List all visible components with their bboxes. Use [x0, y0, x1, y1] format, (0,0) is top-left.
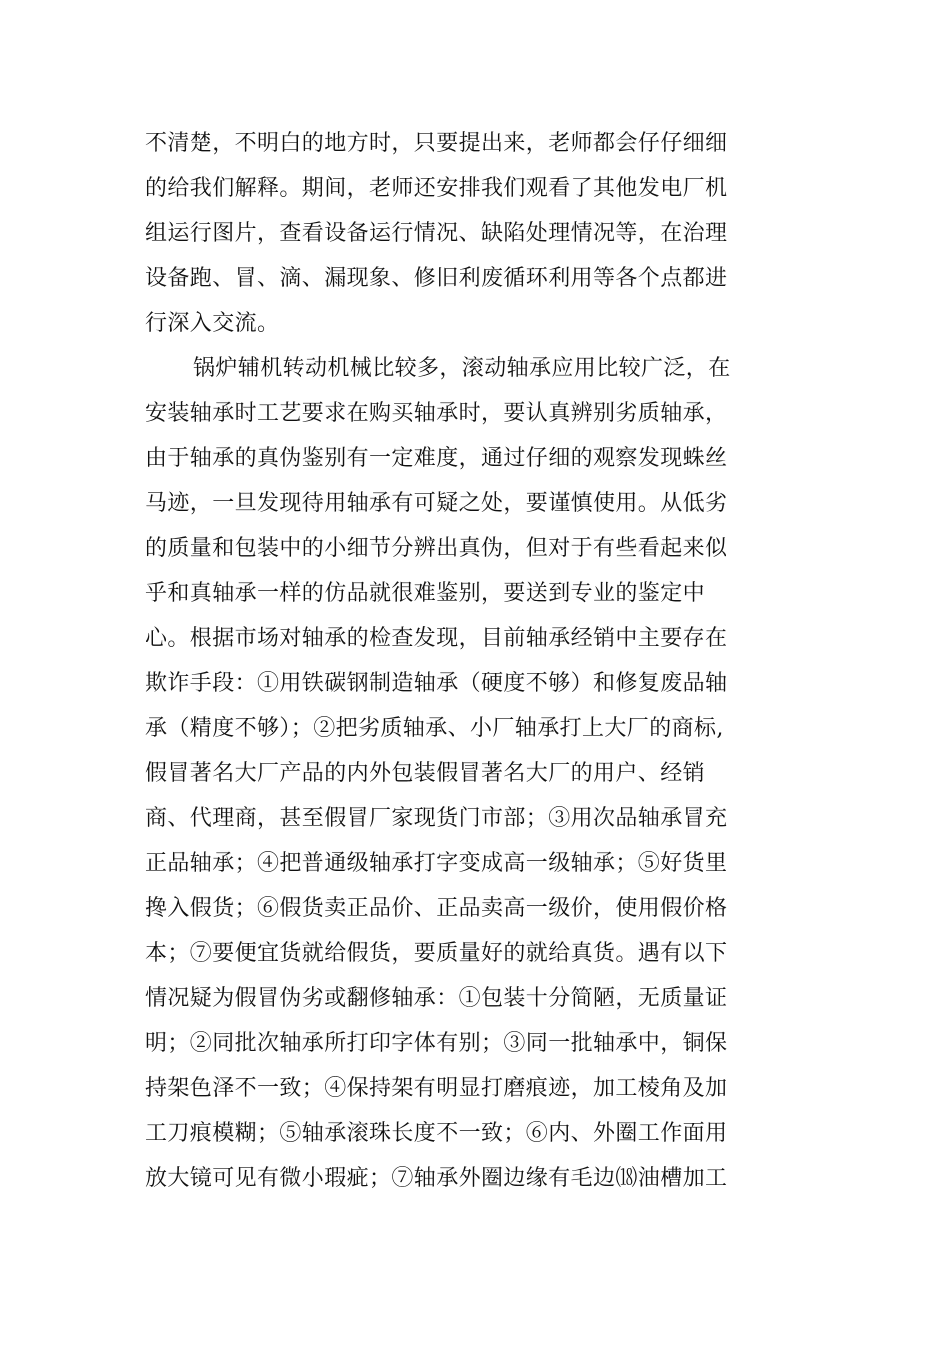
paragraph-first-line: 锅炉辅机转动机械比较多，滚动轴承应用比较广泛，在	[193, 356, 731, 381]
text-line: 搀入假货；⑥假货卖正品价、正品卖高一级价，使用假价格	[145, 896, 728, 921]
text-line: 设备跑、冒、滴、漏现象、修旧利废循环利用等各个点都进	[145, 266, 728, 291]
text-line: 明；②同批次轴承所打印字体有别；③同一批轴承中，铜保	[145, 1031, 728, 1056]
text-line: 欺诈手段：①用铁碳钢制造轴承（硬度不够）和修复废品轴	[145, 671, 728, 696]
text-line: 正品轴承；④把普通级轴承打字变成高一级轴承；⑤好货里	[145, 851, 728, 876]
text-line: 放大镜可见有微小瑕疵；⑦轴承外圈边缘有毛边⒅油槽加工	[145, 1166, 728, 1191]
text-line: 商、代理商，甚至假冒厂家现货门市部；③用次品轴承冒充	[145, 806, 728, 831]
text-line: 工刀痕模糊；⑤轴承滚珠长度不一致；⑥内、外圈工作面用	[145, 1121, 728, 1146]
text-line: 不清楚，不明白的地方时，只要提出来，老师都会仔仔细细	[145, 131, 728, 156]
text-line: 由于轴承的真伪鉴别有一定难度，通过仔细的观察发现蛛丝	[145, 446, 728, 471]
text-line: 本；⑦要便宜货就给假货，要质量好的就给真货。遇有以下	[145, 941, 728, 966]
text-line: 的给我们解释。期间，老师还安排我们观看了其他发电厂机	[145, 176, 728, 201]
text-line: 持架色泽不一致；④保持架有明显打磨痕迹，加工棱角及加	[145, 1076, 728, 1101]
text-line: 乎和真轴承一样的仿品就很难鉴别，要送到专业的鉴定中	[145, 581, 706, 606]
text-line: 假冒著名大厂产品的内外包装假冒著名大厂的用户、经销	[145, 761, 706, 786]
text-line: 马迹，一旦发现待用轴承有可疑之处，要谨慎使用。从低劣	[145, 491, 728, 516]
text-line: 情况疑为假冒伪劣或翻修轴承：①包装十分简陋，无质量证	[145, 986, 728, 1011]
text-line: 行深入交流。	[145, 311, 280, 336]
text-line: 安装轴承时工艺要求在购买轴承时，要认真辨别劣质轴承，	[145, 401, 728, 426]
text-line: 承（精度不够）；②把劣质轴承、小厂轴承打上大厂的商标,	[145, 716, 724, 741]
text-line: 组运行图片，查看设备运行情况、缺陷处理情况等，在治理	[145, 221, 728, 246]
text-line: 的质量和包装中的小细节分辨出真伪，但对于有些看起来似	[145, 536, 728, 561]
text-line: 心。根据市场对轴承的检查发现，目前轴承经销中主要存在	[145, 626, 728, 651]
